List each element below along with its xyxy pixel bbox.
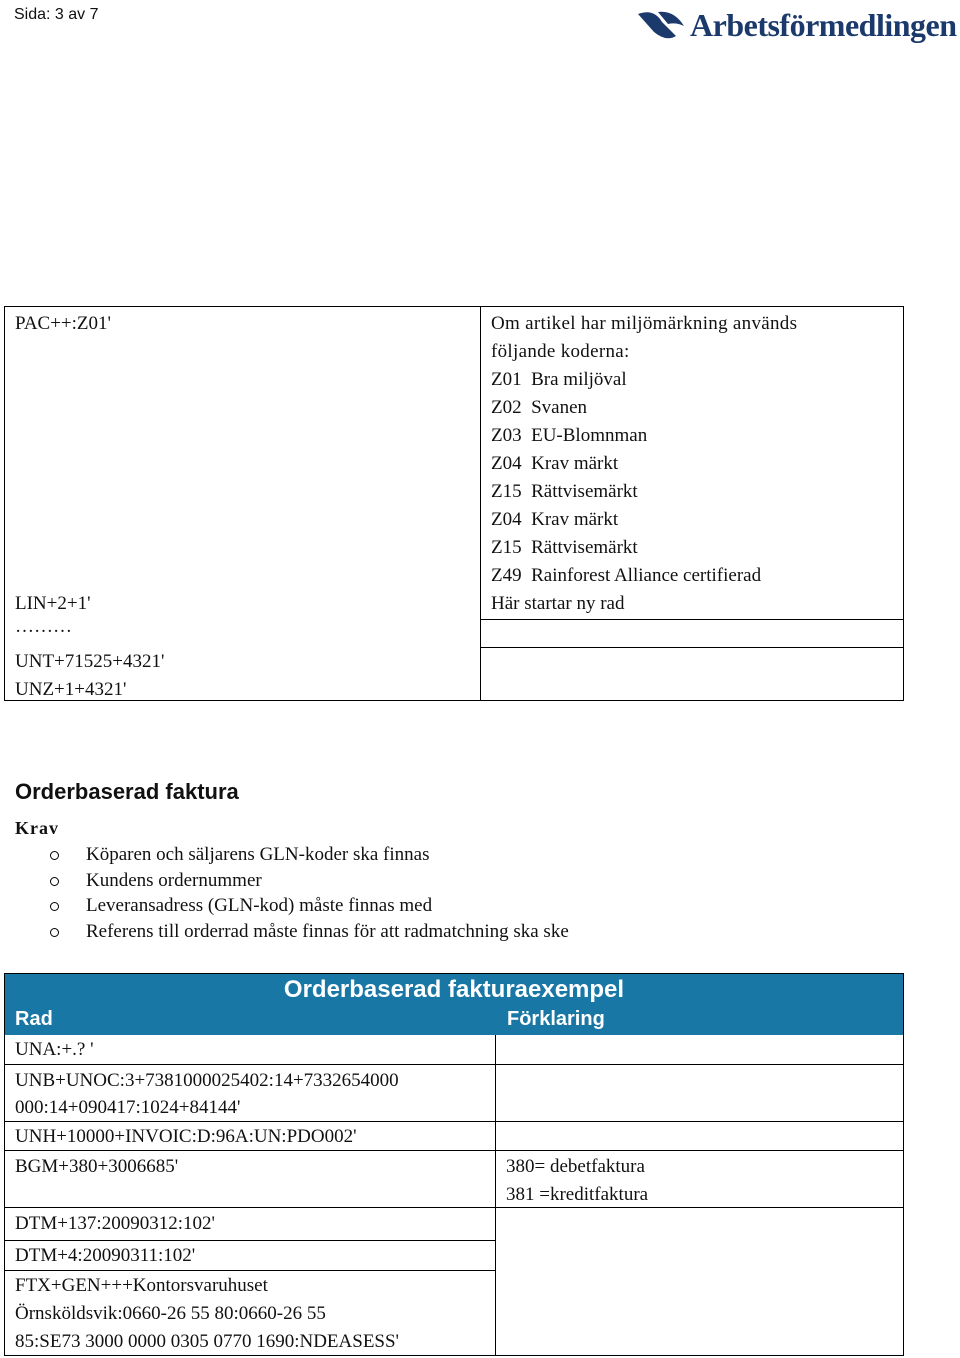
requirements-heading: Krav [15,818,59,838]
explanation-text: 380= debetfaktura [506,1156,645,1177]
list-item: Referens till orderrad måste finnas för att radmatchning ska ske [50,919,569,945]
explanation-text: 381 =kreditfaktura [506,1184,649,1205]
table-row: UNB+UNOC:3+7381000025402:14+7332654000 [15,1070,399,1091]
eco-code-item: Z04 Krav märkt [491,509,619,530]
table-row: DTM+137:20090312:102' [15,1213,215,1234]
list-item: Kundens ordernummer [50,868,569,894]
company-logo [636,4,957,46]
list-item: Leveransadress (GLN-kod) måste finnas med [50,893,569,919]
eco-code-item: Z15 Rättvisemärkt [491,481,638,502]
requirements-list [50,842,569,945]
eco-label-intro: Om artikel har miljömärkning används [491,313,798,334]
column-header-rad: Rad [15,1008,53,1030]
column-header-forklaring: Förklaring [507,1008,605,1030]
edi-segment-lin: LIN+2+1' [15,593,91,614]
eco-code-item: Z02 Svanen [491,397,588,418]
eco-code-item: Z04 Krav märkt [491,453,619,474]
ellipsis: ……… [15,616,72,637]
table-title: Orderbaserad fakturaexempel [283,976,625,1003]
bullet-icon [50,851,59,860]
logo-text: Arbetsförmedlingen [690,6,957,43]
table-row: FTX+GEN+++Kontorsvaruhuset [15,1275,268,1296]
table-row: UNH+10000+INVOIC:D:96A:UN:PDO002' [15,1126,357,1147]
bullet-icon [50,902,59,911]
page-number: Sida: 3 av 7 [14,6,99,23]
bullet-icon [50,928,59,937]
eco-code-item: Z01 Bra miljöval [491,369,627,390]
edi-segment-unz: UNZ+1+4321' [15,679,127,700]
invoice-example-table [4,973,904,1356]
edi-segment-pac: PAC++:Z01' [15,313,111,334]
table-row: BGM+380+3006685' [15,1156,179,1177]
logo-mark-icon [636,8,686,42]
eco-code-item: Z03 EU-Blomnman [491,425,648,446]
section-title: Orderbaserad faktura [15,779,239,804]
bullet-icon [50,877,59,886]
edi-table-continuation [4,306,904,701]
table-row: UNA:+.? ' [15,1039,94,1060]
table-row: 85:SE73 3000 0000 0305 0770 1690:NDEASESS' [15,1331,399,1352]
table-header [5,974,903,1035]
eco-label-intro-2: följande koderna: [491,341,630,362]
eco-code-item: Z49 Rainforest Alliance certifierad [491,565,762,586]
new-row-note: Här startar ny rad [491,593,625,614]
edi-segment-unt: UNT+71525+4321' [15,651,165,672]
eco-code-item: Z15 Rättvisemärkt [491,537,638,558]
table-row: DTM+4:20090311:102' [15,1245,196,1266]
table-row: Örnsköldsvik:0660-26 55 80:0660-26 55 [15,1303,326,1324]
table-row: 000:14+090417:1024+84144' [15,1097,241,1118]
list-item: Köparen och säljarens GLN-koder ska finnas [50,842,569,868]
